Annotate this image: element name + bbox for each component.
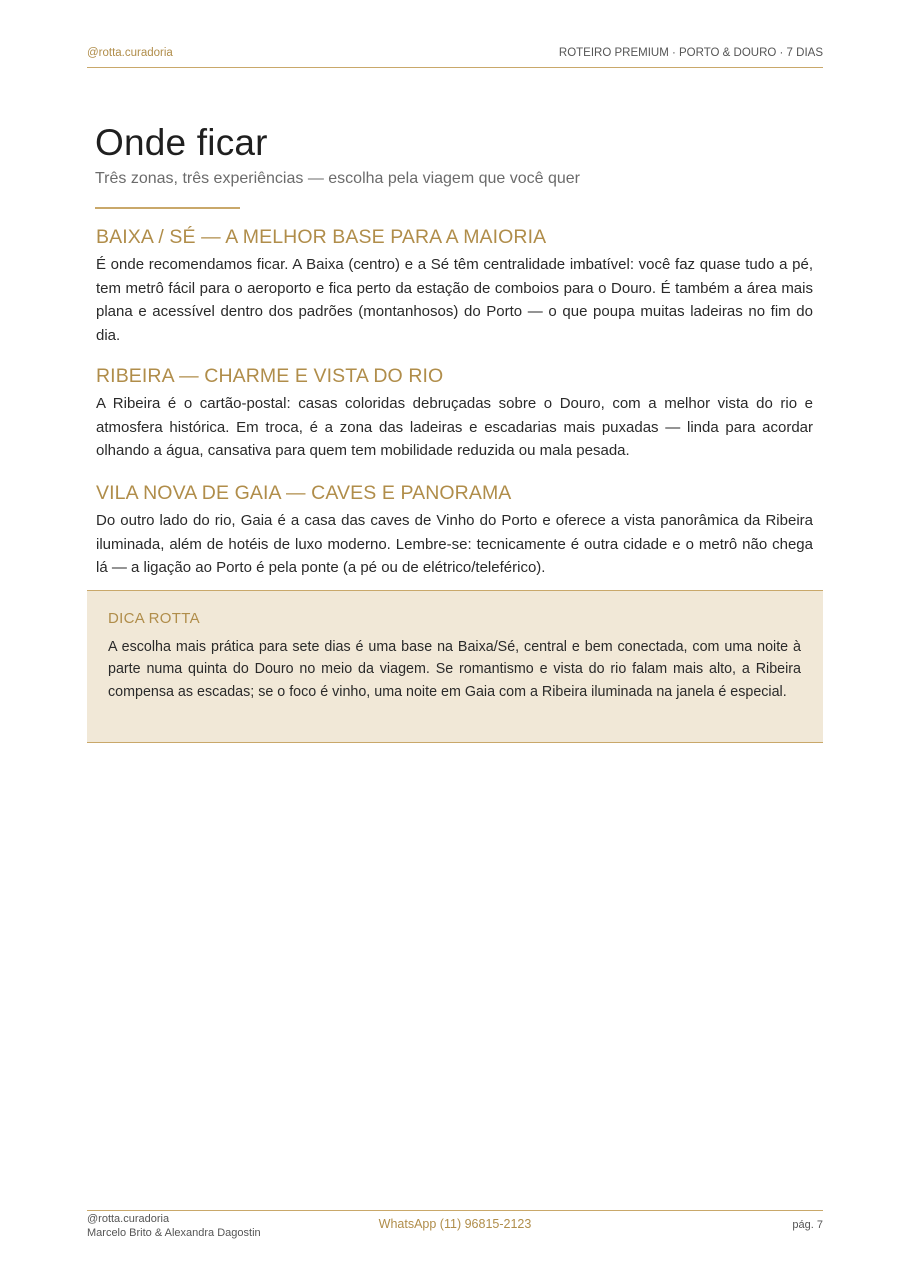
footer-authors: Marcelo Brito & Alexandra Dagostin	[87, 1227, 261, 1239]
tip-heading: DICA ROTTA	[108, 610, 200, 627]
section-body-gaia: Do outro lado do rio, Gaia é a casa das caves de Vinho do Porto e oferece a vista panorâmica da Ribeira iluminada, além de hotéis de luxo moderno. Lembre-se: tecnicamente é outra cidade e o metrô não chega lá — a ligação ao Porto é pela ponte (a pé ou de elétrico/teleférico).	[96, 512, 813, 576]
page-title: Onde ficar	[95, 122, 268, 163]
tip-body: A escolha mais prática para sete dias é uma base na Baixa/Sé, central e bem conectada, com uma noite à parte numa quinta do Douro no meio da viagem. Se romantismo e vista do rio falam mais alto, a Ribeira compensa as escadas; se o foco é vinho, uma noite em Gaia com a Ribeira iluminada na janela é especial.	[108, 639, 801, 700]
page-footer	[87, 1210, 823, 1251]
page-subtitle: Três zonas, três experiências — escolha pela viagem que você quer	[95, 170, 580, 187]
section-heading-gaia: VILA NOVA DE GAIA — CAVES E PANORAMA	[96, 482, 512, 504]
section-body-ribeira: A Ribeira é o cartão-postal: casas coloridas debruçadas sobre o Douro, com a melhor vista do rio e atmosfera histórica. Em troca, é a zona das ladeiras e escadarias mais puxadas — linda para acordar olhando a água, cansativa para quem tem mobilidade reduzida ou mala pesada.	[96, 395, 813, 459]
title-divider	[95, 207, 240, 209]
footer-whatsapp-contact: WhatsApp (11) 96815-2123	[378, 1217, 532, 1231]
header-brand: @rotta.curadoria	[87, 47, 173, 59]
page-header	[87, 46, 823, 68]
section-heading-baixa: BAIXA / SÉ — A MELHOR BASE PARA A MAIORIA	[96, 226, 547, 248]
footer-handle: @rotta.curadoria	[87, 1213, 170, 1225]
section-body-baixa: É onde recomendamos ficar. A Baixa (centro) e a Sé têm centralidade imbatível: você faz quase tudo a pé, tem metrô fácil para o aeroporto e fica perto da estação de comboios para o Douro. É também a área mais plana e acessível dentro dos padrões (montanhosos) do Porto — o que poupa muitas ladeiras no fim do dia.	[96, 256, 813, 344]
tip-callout	[87, 590, 823, 743]
header-document-title: ROTEIRO PREMIUM · PORTO & DOURO · 7 DIAS	[558, 47, 823, 59]
section-heading-ribeira: RIBEIRA — CHARME E VISTA DO RIO	[96, 365, 444, 387]
page-number: pág. 7	[792, 1219, 823, 1231]
